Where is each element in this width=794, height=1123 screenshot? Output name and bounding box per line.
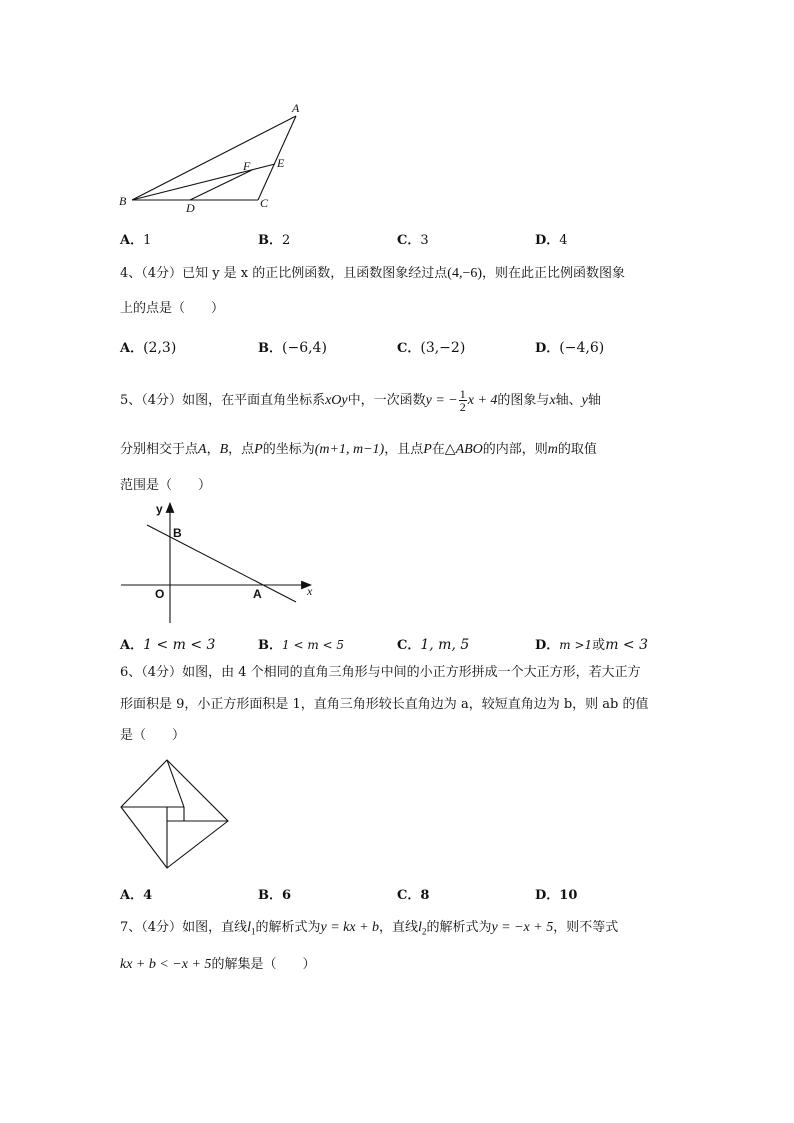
graph-A-label: A <box>253 587 262 601</box>
q6-option-a[interactable]: A．4 <box>120 888 153 903</box>
q4-stem-line2: 上的点是（ ） <box>120 301 225 316</box>
q6-stem-line1: 6、（4分）如图，由 4 个相同的直角三角形与中间的小正方形拼成一个大正方形，若大正方 <box>120 665 641 680</box>
q5-stem-line2: 分别相交于点A，B，点P的坐标为(m+1, m−1)，且点P在△ABO的内部，则m的取值 <box>120 442 597 457</box>
label-D: D <box>186 201 195 215</box>
q5-stem-line1: 5、（4分）如图，在平面直角坐标系xOy中，一次函数y = − $\frac{1}{2}$ x + 4的图象与x轴、y轴 <box>120 387 601 414</box>
q7-stem-line1: 7、（4分）如图，直线$l_1$的解析式为y = kx + b，直线$l_2$的解析式为y = −x + 5，则不等式 <box>120 920 619 937</box>
graph-x-label: x <box>307 584 313 598</box>
q3-option-c[interactable]: C．3 <box>397 233 429 248</box>
label-A: A <box>292 101 300 115</box>
q4-option-b[interactable]: B．(−6,4) <box>258 340 327 356</box>
q6-option-c[interactable]: C．8 <box>397 888 430 903</box>
q3-option-b[interactable]: B．2 <box>258 233 291 248</box>
label-F: F <box>243 159 251 173</box>
fraction-one-half: $\frac{1}{2}$ <box>459 387 466 414</box>
q3-option-d[interactable]: D．4 <box>535 233 568 248</box>
triangle-figure <box>110 98 310 220</box>
label-E: E <box>277 156 285 170</box>
q6-stem-line2: 形面积是 9，小正方形面积是 1，直角三角形较长直角边为 a，较短直角边为 b，则 ab 的值 <box>120 697 649 712</box>
q6-stem-line3: 是（ ） <box>120 728 186 743</box>
q3-option-a[interactable]: A．1 <box>120 233 152 248</box>
q5-option-a[interactable]: A．1 < m < 3 <box>120 637 216 653</box>
q4-stem-line1: 4、（4分）已知 y 是 x 的正比例函数，且函数图象经过点(4,−6)，则在此正比例函数图象 <box>120 266 626 281</box>
q6-option-b[interactable]: B．6 <box>258 888 292 903</box>
graph-B-label: B <box>173 526 182 540</box>
label-C: C <box>260 196 269 210</box>
graph-O-label: O <box>155 587 165 601</box>
q6-option-d[interactable]: D．10 <box>535 888 578 903</box>
q4-option-c[interactable]: C．(3,−2) <box>397 340 466 356</box>
graph-y-label: y <box>156 502 163 516</box>
label-B: B <box>119 194 127 208</box>
q5-option-c[interactable]: C．1, m, 5 <box>397 637 470 653</box>
q5-coordinate-graph <box>115 495 325 630</box>
q5-option-b[interactable]: B．1 < m < 5 <box>258 638 345 653</box>
q4-option-d[interactable]: D．(−4,6) <box>535 340 605 356</box>
q5-option-d[interactable]: D．m >1或m < 3 <box>535 637 649 653</box>
q6-square-figure <box>115 752 235 874</box>
q4-option-a[interactable]: A．(2,3) <box>120 340 177 356</box>
q5-stem-line3: 范围是（ ） <box>120 478 212 493</box>
q7-stem-line2: kx + b < −x + 5的解集是（ ） <box>120 957 316 972</box>
